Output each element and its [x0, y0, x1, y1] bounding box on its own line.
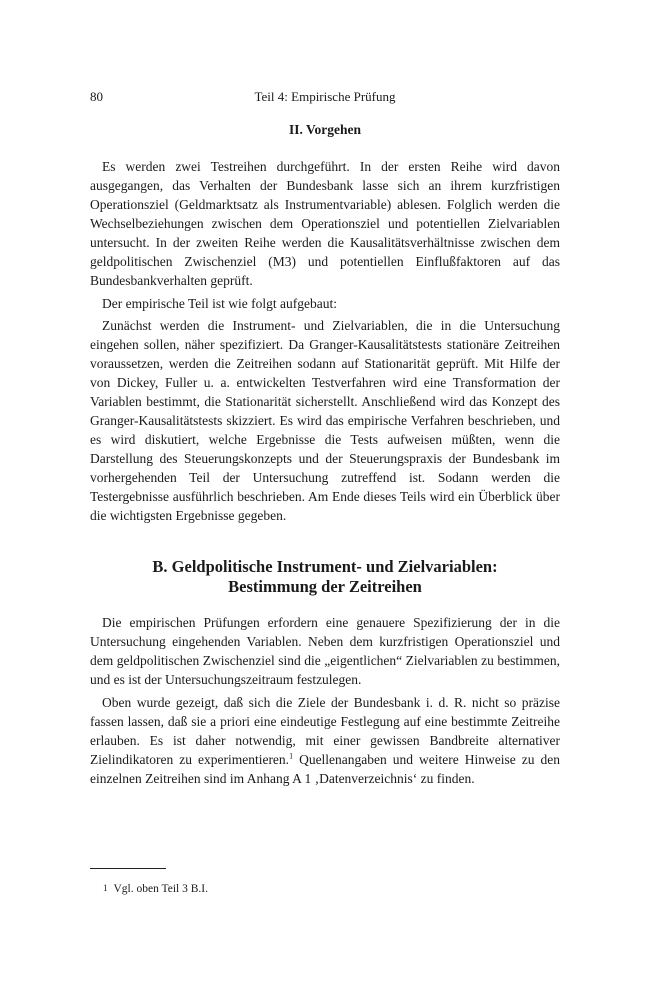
page-number: 80	[90, 89, 103, 104]
paragraph: Es werden zwei Testreihen durchgeführt. In der ersten Reihe wird davon ausgegangen, das Verhalten der Bundesbank lasse sich an ihrem kurzfristigen Operationsziel (Geldmarktsatz als Instrumentvariable) ablesen. Folglich werden die Wechselbeziehungen zwischen dem Operationsziel und potentiellen Zielvariablen untersucht. In der zweiten Reihe werden die Kausalitätsverhältnisse zwischen dem geldpolitischen Zwischenziel (M3) und potentiellen Einflußfaktoren auf das Bundesbankverhalten geprüft.	[90, 159, 560, 288]
running-head	[90, 88, 560, 106]
paragraph: Der empirische Teil ist wie folgt aufgebaut:	[102, 295, 337, 311]
section-heading-line: B. Geldpolitische Instrument- und Zielvariablen:	[152, 557, 498, 576]
paragraph: Zunächst werden die Instrument- und Zielvariablen, die in die Untersuchung eingehen sollen, näher spezifiziert. Da Granger-Kausalitätstests stationäre Zeitreihen voraussetzen, werden die Zeitreihen sodann auf Stationarität geprüft. Mit Hilfe der von Dickey, Fuller u. a. entwickelten Testverfahren wird eine Transformation der Variablen bestimmt, die Stationarität sicherstellt. Anschließend wird das Konzept des Granger-Kausalitätstests skizziert. Es wird das empirische Verfahren beschrieben, und es wird diskutiert, welche Ergebnisse die Tests aufweisen müßten, wenn die Darstellung des Steuerungskonzepts und der Steuerungspraxis der Bundesbank im vorhergehenden Teil der Untersuchung zutreffend ist. Sodann werden die Testergebnisse ausführlich beschrieben. Am Ende dieses Teils wird ein Überblick über die wichtigsten Ergebnisse gegeben.	[90, 318, 560, 523]
book-page	[90, 88, 560, 791]
section-body	[90, 613, 560, 788]
paragraph	[90, 693, 560, 788]
section-heading	[90, 557, 560, 597]
footnote-text: Vgl. oben Teil 3 B.I.	[113, 883, 208, 895]
footnote-mark: 1	[103, 883, 108, 893]
paragraph: Die empirischen Prüfungen erfordern eine genauere Spezifizierung der in die Untersuchung eingehenden Variablen. Neben dem kurzfristigen Operationsziel und dem geldpolitischen Zwischenziel sind die „eigentlichen“ Zielvariablen zu bestimmen, und es ist der Untersuchungszeitraum festzulegen.	[90, 615, 560, 687]
subsection-body	[90, 157, 560, 525]
running-title: Teil 4: Empirische Prüfung	[254, 89, 396, 104]
paragraph-text: Oben wurde gezeigt, daß sich die Ziele der Bundesbank i. d. R. nicht so präzise fassen lassen, daß sie a priori eine eindeutige Festlegung auf eine bestimmte Zeitreihe erlauben. Es ist daher notwendig, mit einer gewissen Bandbreite alternativer Zielindikatoren zu experimentieren.	[90, 694, 560, 767]
section-heading-line: Bestimmung der Zeitreihen	[228, 577, 422, 596]
paragraph-text: Quellenangaben und weitere Hinweise zu den einzelnen Zeitreihen sind im Anhang A 1 ‚Datenverzeichnis‘ zu finden.	[90, 751, 561, 786]
footnote-reference[interactable]: 1	[289, 751, 294, 760]
footnote-divider	[90, 868, 166, 869]
subsection-heading: II. Vorgehen	[288, 122, 361, 137]
footnote	[103, 880, 208, 897]
